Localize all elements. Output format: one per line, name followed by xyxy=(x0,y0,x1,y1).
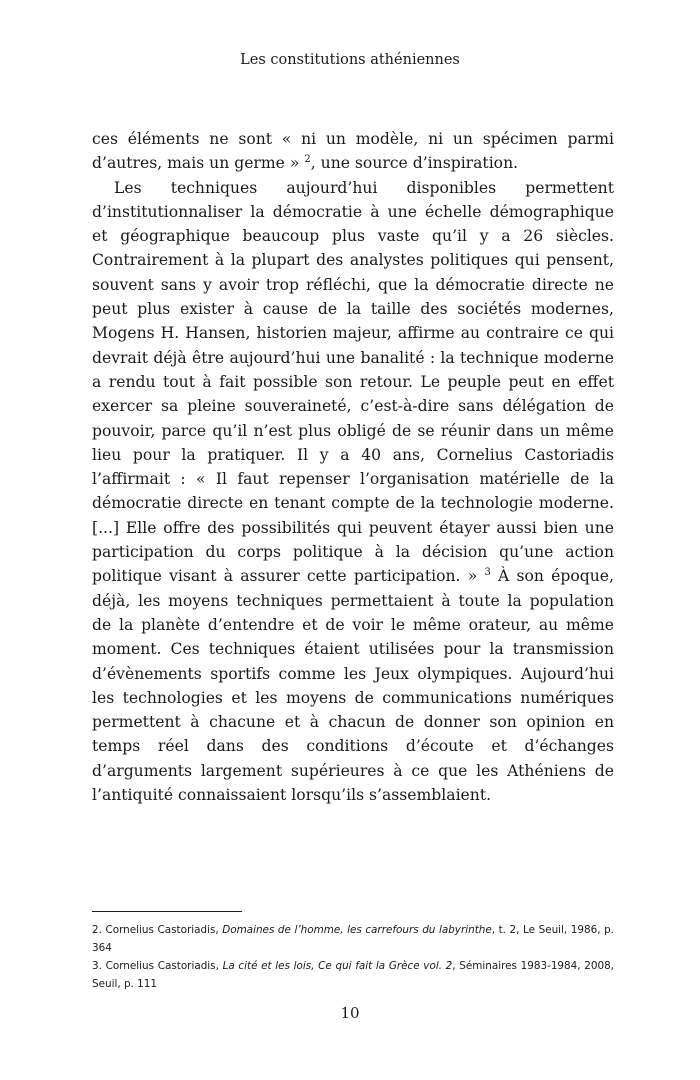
body-text xyxy=(92,127,614,807)
footnote-author: 3. Cornelius Castoriadis, xyxy=(92,960,223,972)
page-number: 10 xyxy=(340,1004,360,1022)
footnotes xyxy=(92,921,614,993)
footnote-ref[interactable]: 2 xyxy=(304,154,311,166)
footnote xyxy=(92,957,614,993)
footnote-ref[interactable]: 3 xyxy=(484,567,491,579)
paragraph-text: Les techniques aujourd’hui disponibles permettent d’institutionnaliser la démocratie à une échelle démographique et géographique beaucoup plus vaste qu’il y a 26 siècles. Contrairement à la plupart des analystes politiques qui pensent, souvent sans y avoir trop réfléchi, que la démocratie directe ne peut plus exister à cause de la taille des sociétés modernes, Mogens H. Hansen, historien majeur, affirme au contraire ce qui devrait déjà être aujourd’hui une banalité : la technique moderne a rendu tout à fait possible son retour. Le peuple peut en effet exercer sa pleine souveraineté, c’est-à-dire sans délégation de pouvoir, parce qu’il n’est plus obligé de se réunir dans un même lieu pour la pratiquer. Il y a 40 ans, Cornelius Castoriadis l’affirmait : « Il faut repenser l’organisation matérielle de la démocratie directe en tenant compte de la technologie moderne. [...] Elle offre des possibilités qui peuvent étayer aussi bien une participation du corps politique à la décision qu’une action politique visant à assurer cette participation. » xyxy=(92,178,614,586)
footnote xyxy=(92,921,614,957)
footnote-details: , t. 2, Le Seuil, 1986, p. 364 xyxy=(92,924,614,954)
footnote-title: Domaines de l’homme, les carrefours du labyrinthe xyxy=(222,924,492,936)
running-head: Les constitutions athéniennes xyxy=(240,52,460,68)
footnote-author: 2. Cornelius Castoriadis, xyxy=(92,924,223,936)
paragraph-text: ces éléments ne sont « ni un modèle, ni un spécimen parmi d’autres, mais un germe » xyxy=(92,130,614,173)
footnote-details: , Séminaires 1983-1984, 2008, Seuil, p. 111 xyxy=(92,960,614,990)
footnote-title: La cité et les lois, Ce qui fait la Grèce vol. 2 xyxy=(222,960,453,972)
footnote-separator xyxy=(92,911,242,912)
paragraph-text: À son époque, déjà, les moyens techniques permettaient à toute la population de la planète d’entendre et de voir le même orateur, au même moment. Ces techniques étaient utilisées pour la transmission d’évènements sportifs comme les Jeux olympiques. Aujourd’hui les technologies et les moyens de communications numériques permettent à chacune et à chacun de donner son opinion en temps réel dans des conditions d’écoute et d’échanges d’arguments largement supérieures à ce que les Athéniens de l’antiquité connaissaient lorsqu’ils s’assemblaient. xyxy=(92,567,614,805)
paragraph xyxy=(92,176,614,808)
paragraph xyxy=(92,127,614,176)
paragraph-text: , une source d’inspiration. xyxy=(310,154,519,173)
